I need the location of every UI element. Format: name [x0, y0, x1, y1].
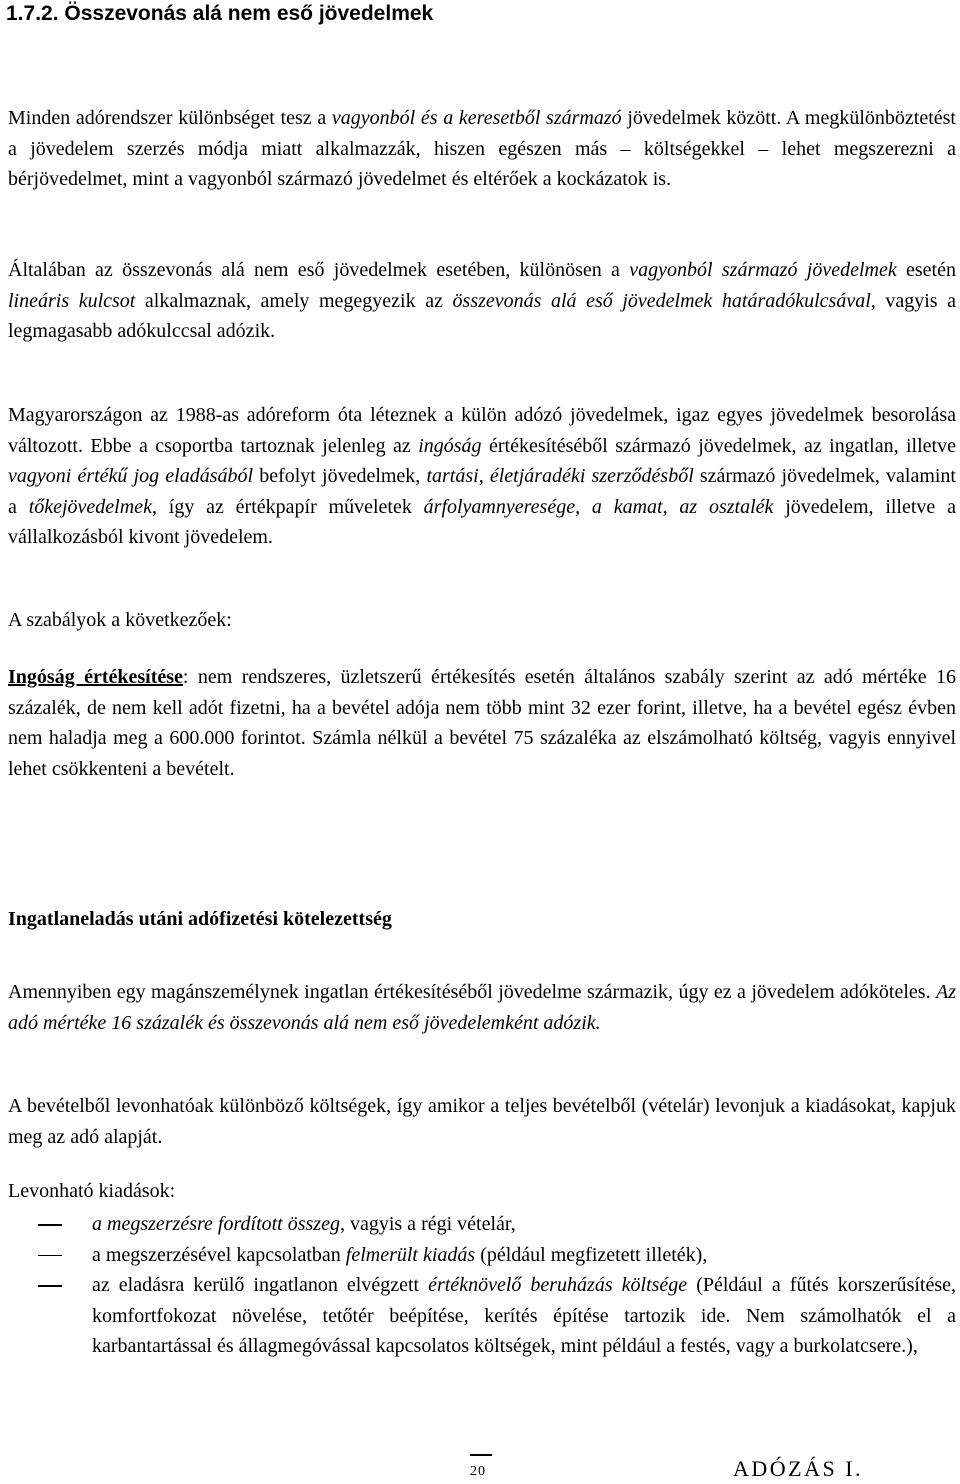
text-run: Minden adórendszer különbséget tesz a — [8, 107, 332, 129]
text-run: Amennyiben egy magánszemélynek ingatlan értékesítéséből jövedelme származik, úgy ez a jövedelem adóköteles. — [8, 981, 936, 1003]
paragraph-deductions: A bevételből levonhatóak különböző költségek, így amikor a teljes bevételből (vételár) levonjuk a kiadásokat, kapjuk meg az adó alapját. — [8, 1095, 956, 1148]
italic-run: tőkejövedelmek — [28, 495, 152, 518]
text-run: jövedelem, illetve a vállalkozásból kivont jövedelem. — [8, 495, 956, 548]
paragraph-rules-intro: A szabályok a következőek: — [8, 609, 232, 631]
text-run: Magyarországon az 1988-as adóreform óta léteznek a külön adózó jövedelmek, igaz egyes jövedelmek besorolása változott. Ebbe a csoportba tartoznak jelenleg az — [8, 404, 956, 457]
paragraph-real-estate-tax — [8, 977, 956, 1038]
italic-run: felmerült kiadás — [345, 1243, 476, 1266]
italic-run: összevonás alá eső jövedelmek határadókulcsával — [452, 289, 871, 312]
list-item — [8, 1270, 956, 1362]
subheading-real-estate: Ingatlaneladás utáni adófizetési kötelezettség — [8, 908, 392, 930]
text-run: , vagyis a legmagasabb adókulccsal adózik. — [8, 289, 957, 342]
text-run: Általában az összevonás alá nem eső jövedelmek esetében, különösen a — [8, 259, 630, 281]
list-item — [8, 1240, 956, 1271]
italic-run: lineáris kulcsot — [8, 289, 136, 312]
paragraph-separate-incomes — [8, 400, 956, 553]
text-run: alkalmaznak, amely megegyezik az — [135, 289, 453, 312]
text-run: értékesítéséből származó jövedelmek, az ingatlan, illetve — [481, 434, 956, 457]
list-item — [8, 1209, 956, 1240]
section-heading: 1.7.2. Összevonás alá nem eső jövedelmek — [6, 2, 434, 25]
italic-run: vagyonból származó jövedelmek — [629, 259, 897, 281]
bold-underlined-term: Ingóság értékesítése — [8, 666, 183, 688]
text-run: : nem rendszeres, üzletszerű értékesítés esetén általános szabály szerint az adó mértéke 16 százalék, de nem kell adót fizetni, ha a bevétel adója nem több mint 32 ezer forint, illetve, ha a bevétel egész évben nem haladja meg a 600.000 forintot. Számla nélkül a bevétel 75 százaléka az elszámolható költség, vagyis ennyivel lehet csökkenteni a bevételt. — [8, 666, 956, 780]
paragraph-deductible-expenses-label: Levonható kiadások: — [8, 1180, 176, 1202]
paragraph-linear-rate — [8, 255, 956, 347]
italic-run: ingóság — [418, 434, 482, 457]
text-run: , vagyis a régi vételár, — [339, 1213, 516, 1235]
italic-run: tartási, életjáradéki szerződésből — [426, 465, 694, 487]
text-run: az eladásra kerülő ingatlanon elvégzett — [92, 1274, 429, 1296]
text-run: befolyt jövedelmek, — [253, 465, 427, 487]
text-run: származó jövedelmek, valamint a — [8, 465, 956, 518]
text-run: esetén — [896, 259, 956, 281]
italic-run: vagyoni értékű jog eladásából — [8, 465, 254, 487]
text-run: a megszerzésével kapcsolatban — [92, 1243, 346, 1266]
paragraph-movable-property — [8, 662, 956, 784]
text-run: , így az értékpapír műveletek — [151, 495, 424, 518]
page-number: 20 — [470, 1464, 486, 1479]
footer-rule — [470, 1454, 492, 1456]
text-run: (például megfizetett illeték), — [475, 1243, 708, 1266]
italic-run: Az adó mértéke 16 százalék és összevonás alá nem eső jövedelemként adózik. — [8, 981, 956, 1034]
deductible-expenses-list — [8, 1209, 956, 1362]
footer-title: ADÓZÁS I. — [733, 1456, 864, 1481]
italic-run: a megszerzésre fordított összeg — [92, 1213, 340, 1235]
italic-run: árfolyamnyeresége, a kamat, az osztalék — [423, 495, 774, 518]
text-run: (Például a fűtés korszerűsítése, komfortfokozat növelése, tetőtér beépítése, kerítés építése tartozik ide. Nem számolhatók el a karbantartással és állagmegóvással kapcsolatos költségek, mint például a festés, vagy a burkolatcsere.), — [92, 1274, 956, 1357]
italic-run: értéknövelő beruházás költsége — [428, 1274, 688, 1296]
paragraph-income-types — [8, 103, 956, 195]
text-run: jövedelmek között. A megkülönböztetést a jövedelem szerzés módja miatt alkalmazzák, hiszen egészen más – költségekkel – lehet megszerezni a bérjövedelmet, mint a vagyonból származó jövedelmet és eltérőek a kockázatok is. — [8, 107, 956, 190]
italic-run: vagyonból és a keresetből származó — [331, 107, 622, 129]
